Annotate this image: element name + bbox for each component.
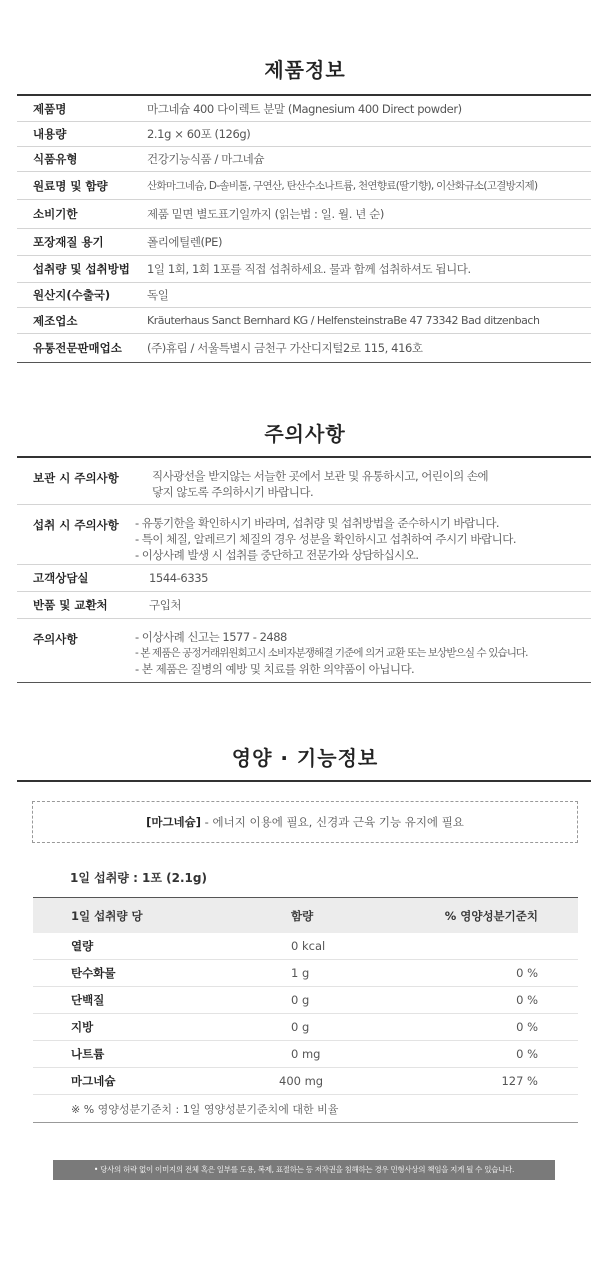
caution-title: 주의사항 (264, 422, 346, 446)
product-info-row (17, 283, 591, 308)
product-info-row (17, 147, 591, 172)
product-info-row (17, 122, 591, 147)
row-label: 제품명 (33, 101, 67, 116)
header-percent: % 영양성분기준치 (444, 908, 538, 923)
nutrition-row (33, 1041, 578, 1068)
nutrition-top-rule (17, 780, 591, 782)
product-info-row (17, 200, 591, 229)
nutrient-amount: 400 mg (279, 1074, 324, 1088)
row-label: 식품유형 (33, 152, 78, 166)
nutrition-note: ※ % 영양성분기준치 : 1일 영양성분기준치에 대한 비율 (71, 1102, 339, 1116)
row-label: 원산지(수출국) (33, 288, 111, 302)
row-label: 제조업소 (33, 313, 78, 328)
nutrient-percent: 0 % (516, 993, 538, 1007)
row-value: 구입처 (149, 598, 182, 612)
nutrition-row (33, 933, 578, 960)
row-label: 섭취량 및 섭취방법 (33, 262, 130, 276)
row-value (152, 468, 488, 500)
row-value: 마그네슘 400 다이렉트 분말 (Magnesium 400 Direct powder) (147, 101, 462, 116)
nutrition-row (33, 1068, 578, 1095)
row-label: 주의사항 (33, 632, 78, 646)
nutrient-name: 지방 (71, 1020, 94, 1034)
nutrition-title: 영양 · 기능정보 (231, 746, 379, 770)
nutrient-percent: 0 % (516, 1020, 538, 1034)
row-label: 내용량 (33, 127, 67, 141)
nutrient-amount: 0 kcal (291, 939, 326, 953)
product-info-row (17, 172, 591, 200)
header-per-day: 1일 섭취량 당 (71, 908, 143, 923)
caution-line: 직사광선을 받지않는 서늘한 곳에서 보관 및 유통하시고, 어린이의 손에 (152, 469, 489, 483)
row-label: 반품 및 교환처 (33, 598, 108, 612)
nutrient-amount: 1 g (291, 966, 310, 980)
row-value: 제품 밑면 별도표기일까지 (읽는법 : 일. 월. 년 순) (147, 207, 384, 221)
row-value: 독일 (147, 288, 169, 302)
nutrient-percent: 0 % (516, 1047, 538, 1061)
row-value: Kräuterhaus Sanct Bernhard KG / HelfensteinstraBe 47 73342 Bad ditzenbach (147, 313, 540, 327)
functional-name: [마그네슘] (146, 815, 202, 829)
row-label: 유통전문판매업소 (33, 341, 122, 355)
nutrition-row (33, 960, 578, 987)
row-label: 고객상담실 (33, 571, 89, 585)
caution-row (17, 458, 591, 505)
row-label: 보관 시 주의사항 (33, 471, 119, 485)
row-label: 섭취 시 주의사항 (33, 518, 119, 532)
header-amount: 함량 (291, 908, 314, 923)
nutrition-row (33, 987, 578, 1014)
caution-row (17, 505, 591, 565)
product-info-row (17, 308, 591, 334)
row-label: 포장재질 용기 (33, 235, 104, 249)
product-info-row (17, 256, 591, 283)
nutrient-percent: 127 % (501, 1074, 538, 1088)
nutrient-name: 열량 (71, 939, 94, 953)
nutrient-amount: 0 mg (291, 1047, 321, 1061)
nutrient-name: 탄수화물 (71, 966, 116, 980)
nutrient-name: 단백질 (71, 993, 105, 1007)
nutrient-amount: 0 g (291, 1020, 310, 1034)
caution-line: 닿지 않도록 주의하시기 바랍니다. (152, 485, 314, 499)
nutrient-percent: 0 % (516, 966, 538, 980)
product-info-row (17, 334, 591, 363)
caution-row (17, 619, 591, 683)
caution-line: - 이상사례 신고는 1577 - 2488 (135, 630, 287, 644)
nutrient-name: 나트륨 (71, 1047, 105, 1061)
product-info-row (17, 229, 591, 256)
row-value (135, 629, 528, 677)
product-info-title: 제품정보 (264, 58, 346, 82)
caution-line: - 본 제품은 공정거래위원회고시 소비자분쟁해결 기준에 의거 교환 또는 보상받으실 수 있습니다. (135, 647, 528, 659)
nutrient-name: 마그네슘 (71, 1074, 116, 1088)
row-value: 폴리에틸렌(PE) (147, 235, 223, 249)
caution-line: - 특이 체질, 알레르기 체질의 경우 성분을 확인하시고 섭취하여 주시기 바랍니다. (135, 532, 517, 546)
nutrition-table (33, 897, 578, 1127)
nutrition-row (33, 1014, 578, 1041)
caution-line: - 이상사례 발생 시 섭취를 중단하고 전문가와 상담하십시오. (135, 548, 419, 562)
serving-size: 1일 섭취량 : 1포 (2.1g) (70, 871, 207, 885)
nutrition-table-header (33, 897, 578, 933)
nutrition-note-row (33, 1095, 578, 1123)
row-value: (주)휴림 / 서울특별시 금천구 가산디지털2로 115, 416호 (147, 341, 423, 355)
row-value (135, 515, 516, 563)
caution-row (17, 565, 591, 592)
functional-box (32, 801, 578, 843)
product-info-row (17, 96, 591, 122)
caution-line: - 유통기한을 확인하시기 바라며, 섭취량 및 섭취방법을 준수하시기 바랍니다. (135, 516, 500, 530)
row-value: 산화마그네슘, D-솔비톨, 구연산, 탄산수소나트륨, 천연향료(딸기향), 이산화규소(고결방지제) (147, 179, 538, 192)
nutrient-amount: 0 g (291, 993, 310, 1007)
row-value: 1일 1회, 1회 1포를 직접 섭취하세요. 물과 함께 섭취하셔도 됩니다. (147, 262, 471, 276)
row-label: 소비기한 (33, 207, 78, 221)
copyright-notice: • 당사의 허락 없이 이미지의 전체 혹은 일부를 도용, 복제, 표절하는 등 저작권을 침해하는 경우 민형사상의 책임을 지게 될 수 있습니다. (53, 1160, 555, 1180)
row-value: 건강기능식품 / 마그네슘 (147, 152, 265, 166)
row-label: 원료명 및 함량 (33, 178, 108, 193)
functional-text: - 에너지 이용에 필요, 신경과 근육 기능 유지에 필요 (201, 815, 464, 829)
row-value: 1544-6335 (149, 571, 209, 585)
row-value: 2.1g × 60포 (126g) (147, 127, 251, 141)
caution-line: - 본 제품은 질병의 예방 및 치료를 위한 의약품이 아닙니다. (135, 662, 415, 676)
caution-row (17, 592, 591, 619)
